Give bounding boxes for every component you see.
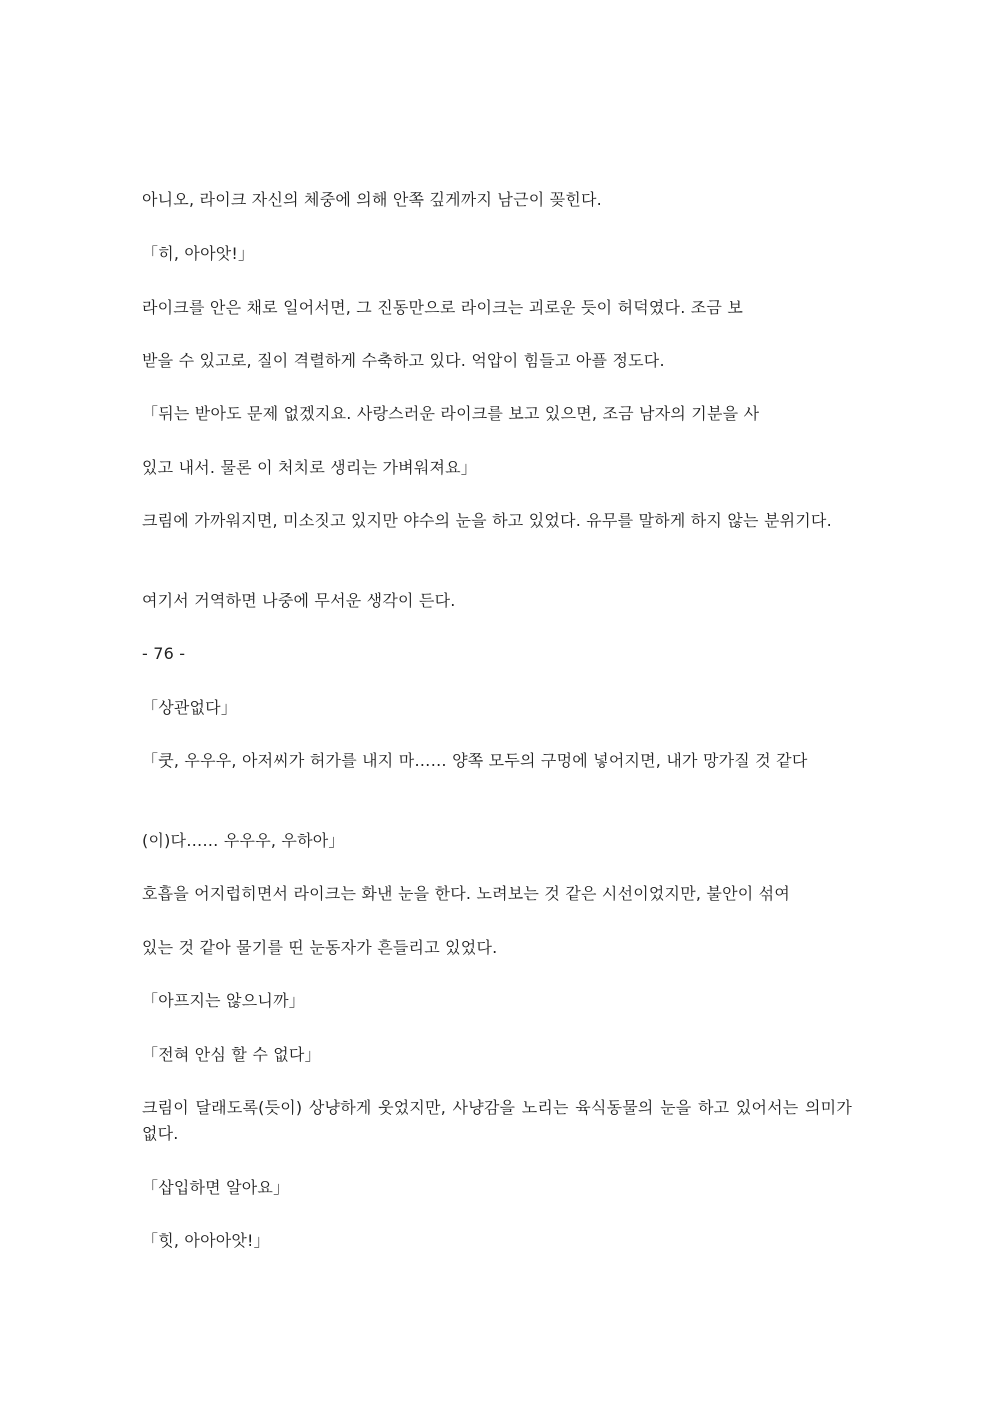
dialogue-line: 「전혀 안심 할 수 없다」 — [142, 1045, 321, 1064]
dialogue-line: 「힛, 아아아앗!」 — [142, 1231, 270, 1250]
text-line: 라이크를 안은 채로 일어서면, 그 진동만으로 라이크는 괴로운 듯이 허덕였다. 조금 보 — [142, 298, 744, 317]
text-line: 있는 것 같아 물기를 띤 눈동자가 흔들리고 있었다. — [142, 938, 498, 957]
text-line: 호흡을 어지럽히면서 라이크는 화낸 눈을 한다. 노려보는 것 같은 시선이었지만, 불안이 섞여 — [142, 884, 790, 903]
dialogue-line: 있고 내서. 물론 이 처치로 생리는 가벼워져요」 — [142, 458, 478, 477]
text-paragraph: 크림에 가까워지면, 미소짓고 있지만 야수의 눈을 하고 있었다. 유무를 말하게 하지 않는 분위기다. — [142, 511, 832, 530]
dialogue-paragraph: 「쿳, 우우우, 아저씨가 허가를 내지 마…… 양쪽 모두의 구멍에 넣어지면, 내가 망가질 것 같다 — [142, 751, 808, 770]
dialogue-line: 「히, 아아앗!」 — [142, 244, 255, 263]
dialogue-line: 「아프지는 않으니까」 — [142, 991, 305, 1010]
dialogue-line: (이)다…… 우우우, 우하아」 — [142, 831, 345, 850]
dialogue-line: 「뒤는 받아도 문제 없겠지요. 사랑스러운 라이크를 보고 있으면, 조금 남자의 기분을 사 — [142, 404, 760, 423]
dialogue-line: 「삽입하면 알아요」 — [142, 1178, 290, 1197]
dialogue-line: 「상관없다」 — [142, 698, 238, 717]
text-line: 여기서 거역하면 나중에 무서운 생각이 든다. — [142, 591, 456, 610]
text-line: 아니오, 라이크 자신의 체중에 의해 안쪽 깊게까지 남근이 꽂힌다. — [142, 190, 602, 209]
page-number: - 76 - — [142, 644, 186, 663]
text-line: 받을 수 있고로, 질이 격렬하게 수축하고 있다. 억압이 힘들고 아플 정도다. — [142, 351, 665, 370]
text-paragraph: 크림이 달래도록(듯이) 상냥하게 웃었지만, 사냥감을 노리는 육식동물의 눈을 하고 있어서는 의미가 없다. — [142, 1098, 852, 1143]
